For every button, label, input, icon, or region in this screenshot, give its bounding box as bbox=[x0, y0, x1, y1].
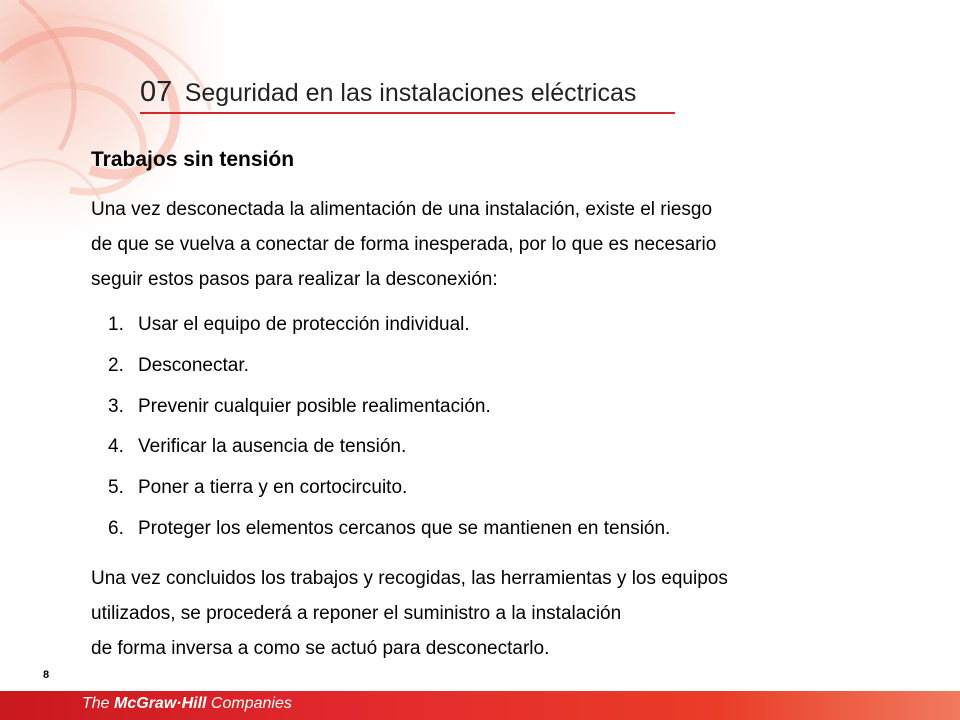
step-number: 6. bbox=[108, 517, 124, 539]
chapter-title: Seguridad en las instalaciones eléctricas bbox=[184, 79, 637, 107]
intro-paragraph bbox=[91, 192, 891, 297]
step-number: 1. bbox=[108, 314, 124, 335]
intro-line: de que se vuelva a conectar de forma inesperada, por lo que es necesario bbox=[91, 234, 717, 255]
page-number: 8 bbox=[43, 669, 50, 681]
intro-line: seguir estos pasos para realizar la desconexión: bbox=[91, 269, 498, 290]
step-number: 5. bbox=[108, 477, 124, 499]
logo-brand: McGraw·Hill bbox=[114, 695, 207, 712]
outro-line: de forma inversa a como se actuó para desconectarlo. bbox=[91, 638, 550, 659]
publisher-logo bbox=[82, 695, 292, 713]
section-title: Trabajos sin tensión bbox=[91, 148, 295, 171]
step-item bbox=[108, 470, 670, 511]
step-text: Verificar la ausencia de tensión. bbox=[138, 436, 407, 458]
step-item bbox=[108, 389, 670, 430]
step-item bbox=[108, 511, 670, 552]
outro-line: utilizados, se procederá a reponer el suministro a la instalación bbox=[91, 603, 622, 624]
logo-companies: Companies bbox=[206, 695, 292, 712]
intro-line: Una vez desconectada la alimentación de una instalación, existe el riesgo bbox=[91, 199, 713, 220]
logo-the: The bbox=[82, 695, 115, 712]
step-text: Poner a tierra y en cortocircuito. bbox=[138, 477, 408, 499]
footer-bar bbox=[0, 691, 960, 720]
step-number: 4. bbox=[108, 436, 124, 458]
step-text: Usar el equipo de protección individual. bbox=[138, 314, 470, 335]
chapter-header bbox=[140, 76, 675, 114]
chapter-number: 07 bbox=[140, 76, 173, 108]
outro-paragraph bbox=[91, 561, 891, 666]
step-number: 2. bbox=[108, 354, 124, 376]
step-item bbox=[108, 429, 670, 470]
step-item bbox=[108, 348, 670, 389]
steps-list bbox=[108, 307, 670, 552]
step-number: 3. bbox=[108, 395, 124, 417]
outro-line: Una vez concluidos los trabajos y recogidas, las herramientas y los equipos bbox=[91, 568, 728, 589]
step-text: Prevenir cualquier posible realimentación. bbox=[138, 395, 491, 417]
step-text: Desconectar. bbox=[138, 354, 249, 376]
step-item bbox=[108, 307, 670, 348]
step-text: Proteger los elementos cercanos que se mantienen en tensión. bbox=[138, 517, 671, 539]
